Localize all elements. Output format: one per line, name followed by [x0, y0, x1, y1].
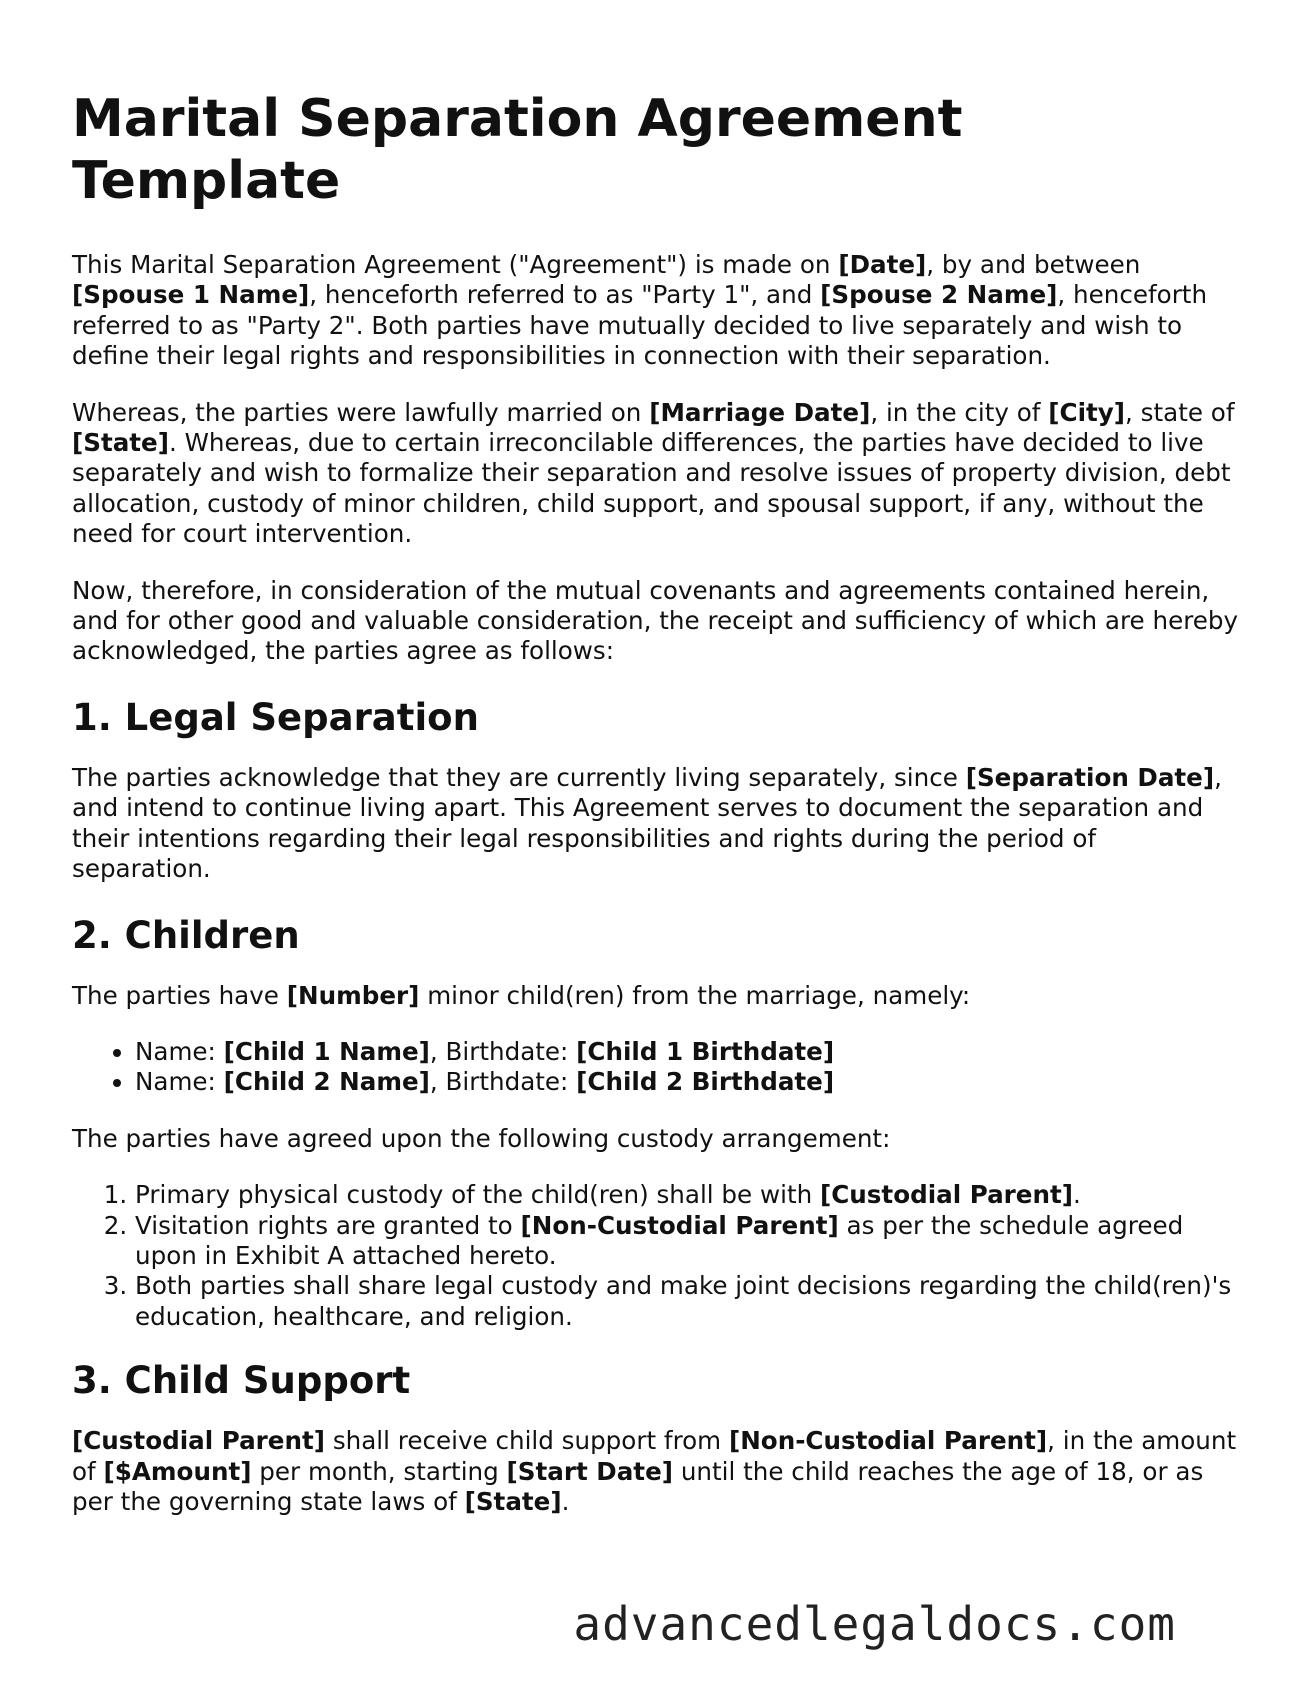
intro-paragraph-1 — [72, 250, 1242, 372]
placeholder-date: [Date] — [838, 250, 927, 279]
placeholder-amount: [$Amount] — [103, 1456, 252, 1486]
custody-item-1-text-1: Primary physical custody of the child(ren) shall be with — [135, 1180, 820, 1210]
list-item — [135, 1067, 1242, 1097]
custody-item-2-text-1: Visitation rights are granted to — [135, 1210, 521, 1240]
child-name-label: Name: — [135, 1067, 224, 1097]
intro-paragraph-2 — [72, 398, 1242, 550]
custody-intro: The parties have agreed upon the following custody arrangement: — [72, 1123, 891, 1153]
placeholder-start-date: [Start Date] — [506, 1456, 673, 1486]
intro-p1-text-4: , henceforth referred to as "Party 2". Both parties have mutually decided to live separately and wish to define their legal rights and responsibilities in connection with their separation. — [72, 280, 1208, 371]
section-1-paragraph — [72, 763, 1242, 885]
placeholder-custodial-parent: [Custodial Parent] — [72, 1426, 325, 1456]
placeholder-city: [City] — [1048, 397, 1126, 427]
placeholder-marriage-date: [Marriage Date] — [649, 397, 871, 427]
placeholder-non-custodial-parent: [Non-Custodial Parent] — [728, 1426, 1048, 1456]
intro-p1-text-3: , henceforth referred to as "Party 1", and — [309, 280, 821, 310]
custody-list — [72, 1180, 1242, 1332]
placeholder-state: [State] — [72, 428, 169, 458]
intro-p2-text-3: , state of — [1125, 397, 1235, 427]
child-birthdate-label: , Birthdate: — [429, 1067, 577, 1097]
intro-p2-text-4: . Whereas, due to certain irreconcilable differences, the parties have decided to live separately and wish to formalize their separation and resolve issues of property division, debt allocation, custody of minor children, child support, and spousal support, if any, without the need for court intervention. — [72, 428, 1231, 549]
section-2-intro-text-1: The parties have — [72, 980, 287, 1010]
placeholder-separation-date: [Separation Date] — [965, 762, 1215, 792]
placeholder-state: [State] — [464, 1486, 562, 1516]
intro-p1-text-1: This Marital Separation Agreement ("Agreement") is made on — [72, 250, 839, 279]
section-2-intro-text-2: minor child(ren) from the marriage, namely: — [419, 980, 971, 1010]
placeholder-spouse-1-name: [Spouse 1 Name] — [72, 280, 310, 310]
intro-paragraph-3: Now, therefore, in consideration of the mutual covenants and agreements contained herein, and for other good and valuable consideration, the receipt and sufficiency of which are hereby acknowledged, the parties agree as follows: — [72, 575, 1239, 666]
child-name-label: Name: — [135, 1036, 224, 1066]
child-birthdate-label: , Birthdate: — [429, 1036, 577, 1066]
list-item: 3. Both parties shall share legal custody and make joint decisions regarding the child(ren)'s education, healthcare, and religion. — [135, 1271, 1242, 1332]
intro-p2-text-1: Whereas, the parties were lawfully married on — [72, 397, 650, 427]
section-2-heading: 2. Children — [72, 913, 300, 957]
list-item — [135, 1037, 1242, 1067]
placeholder-non-custodial-parent: [Non-Custodial Parent] — [520, 1210, 839, 1240]
section-2-intro — [72, 981, 1242, 1011]
placeholder-number: [Number] — [286, 980, 420, 1010]
section-1-heading: 1. Legal Separation — [72, 695, 479, 739]
section-3-text-1: shall receive child support from — [325, 1426, 729, 1456]
section-3-heading: 3. Child Support — [72, 1359, 411, 1403]
section-3-text-4: until the child reaches the age of 18, or as per the governing state laws of — [72, 1456, 1204, 1516]
document-page — [72, 88, 1242, 1543]
section-1-text-2: , and intend to continue living apart. This Agreement serves to document the separation and their intentions regarding their legal responsibilities and rights during the period of separation. — [72, 762, 1222, 884]
custody-item-2-text-2: as per the schedule agreed upon in Exhibit A attached hereto. — [135, 1210, 1184, 1270]
custody-item-1-text-2: . — [1073, 1180, 1081, 1210]
placeholder-child-1-birthdate: [Child 1 Birthdate] — [576, 1036, 835, 1066]
section-3-text-3: per month, starting — [251, 1456, 507, 1486]
list-item — [135, 1211, 1242, 1272]
section-3-paragraph — [72, 1426, 1242, 1517]
placeholder-child-2-birthdate: [Child 2 Birthdate] — [576, 1067, 835, 1097]
placeholder-child-1-name: [Child 1 Name] — [223, 1036, 430, 1066]
placeholder-child-2-name: [Child 2 Name] — [223, 1067, 430, 1097]
placeholder-spouse-2-name: [Spouse 2 Name] — [820, 280, 1058, 310]
intro-p2-text-2: , in the city of — [870, 397, 1049, 427]
document-title: Marital Separation Agreement Template — [72, 89, 963, 211]
site-watermark: advancedlegaldocs.com — [573, 1597, 1176, 1651]
placeholder-custodial-parent: [Custodial Parent] — [820, 1180, 1073, 1210]
intro-p1-text-2: , by and between — [926, 250, 1141, 279]
section-1-text-1: The parties acknowledge that they are currently living separately, since — [72, 762, 966, 792]
section-3-text-5: . — [561, 1486, 570, 1516]
children-list — [72, 1037, 1242, 1098]
section-3-text-2: , in the amount of — [72, 1426, 1237, 1486]
list-item — [135, 1180, 1242, 1210]
